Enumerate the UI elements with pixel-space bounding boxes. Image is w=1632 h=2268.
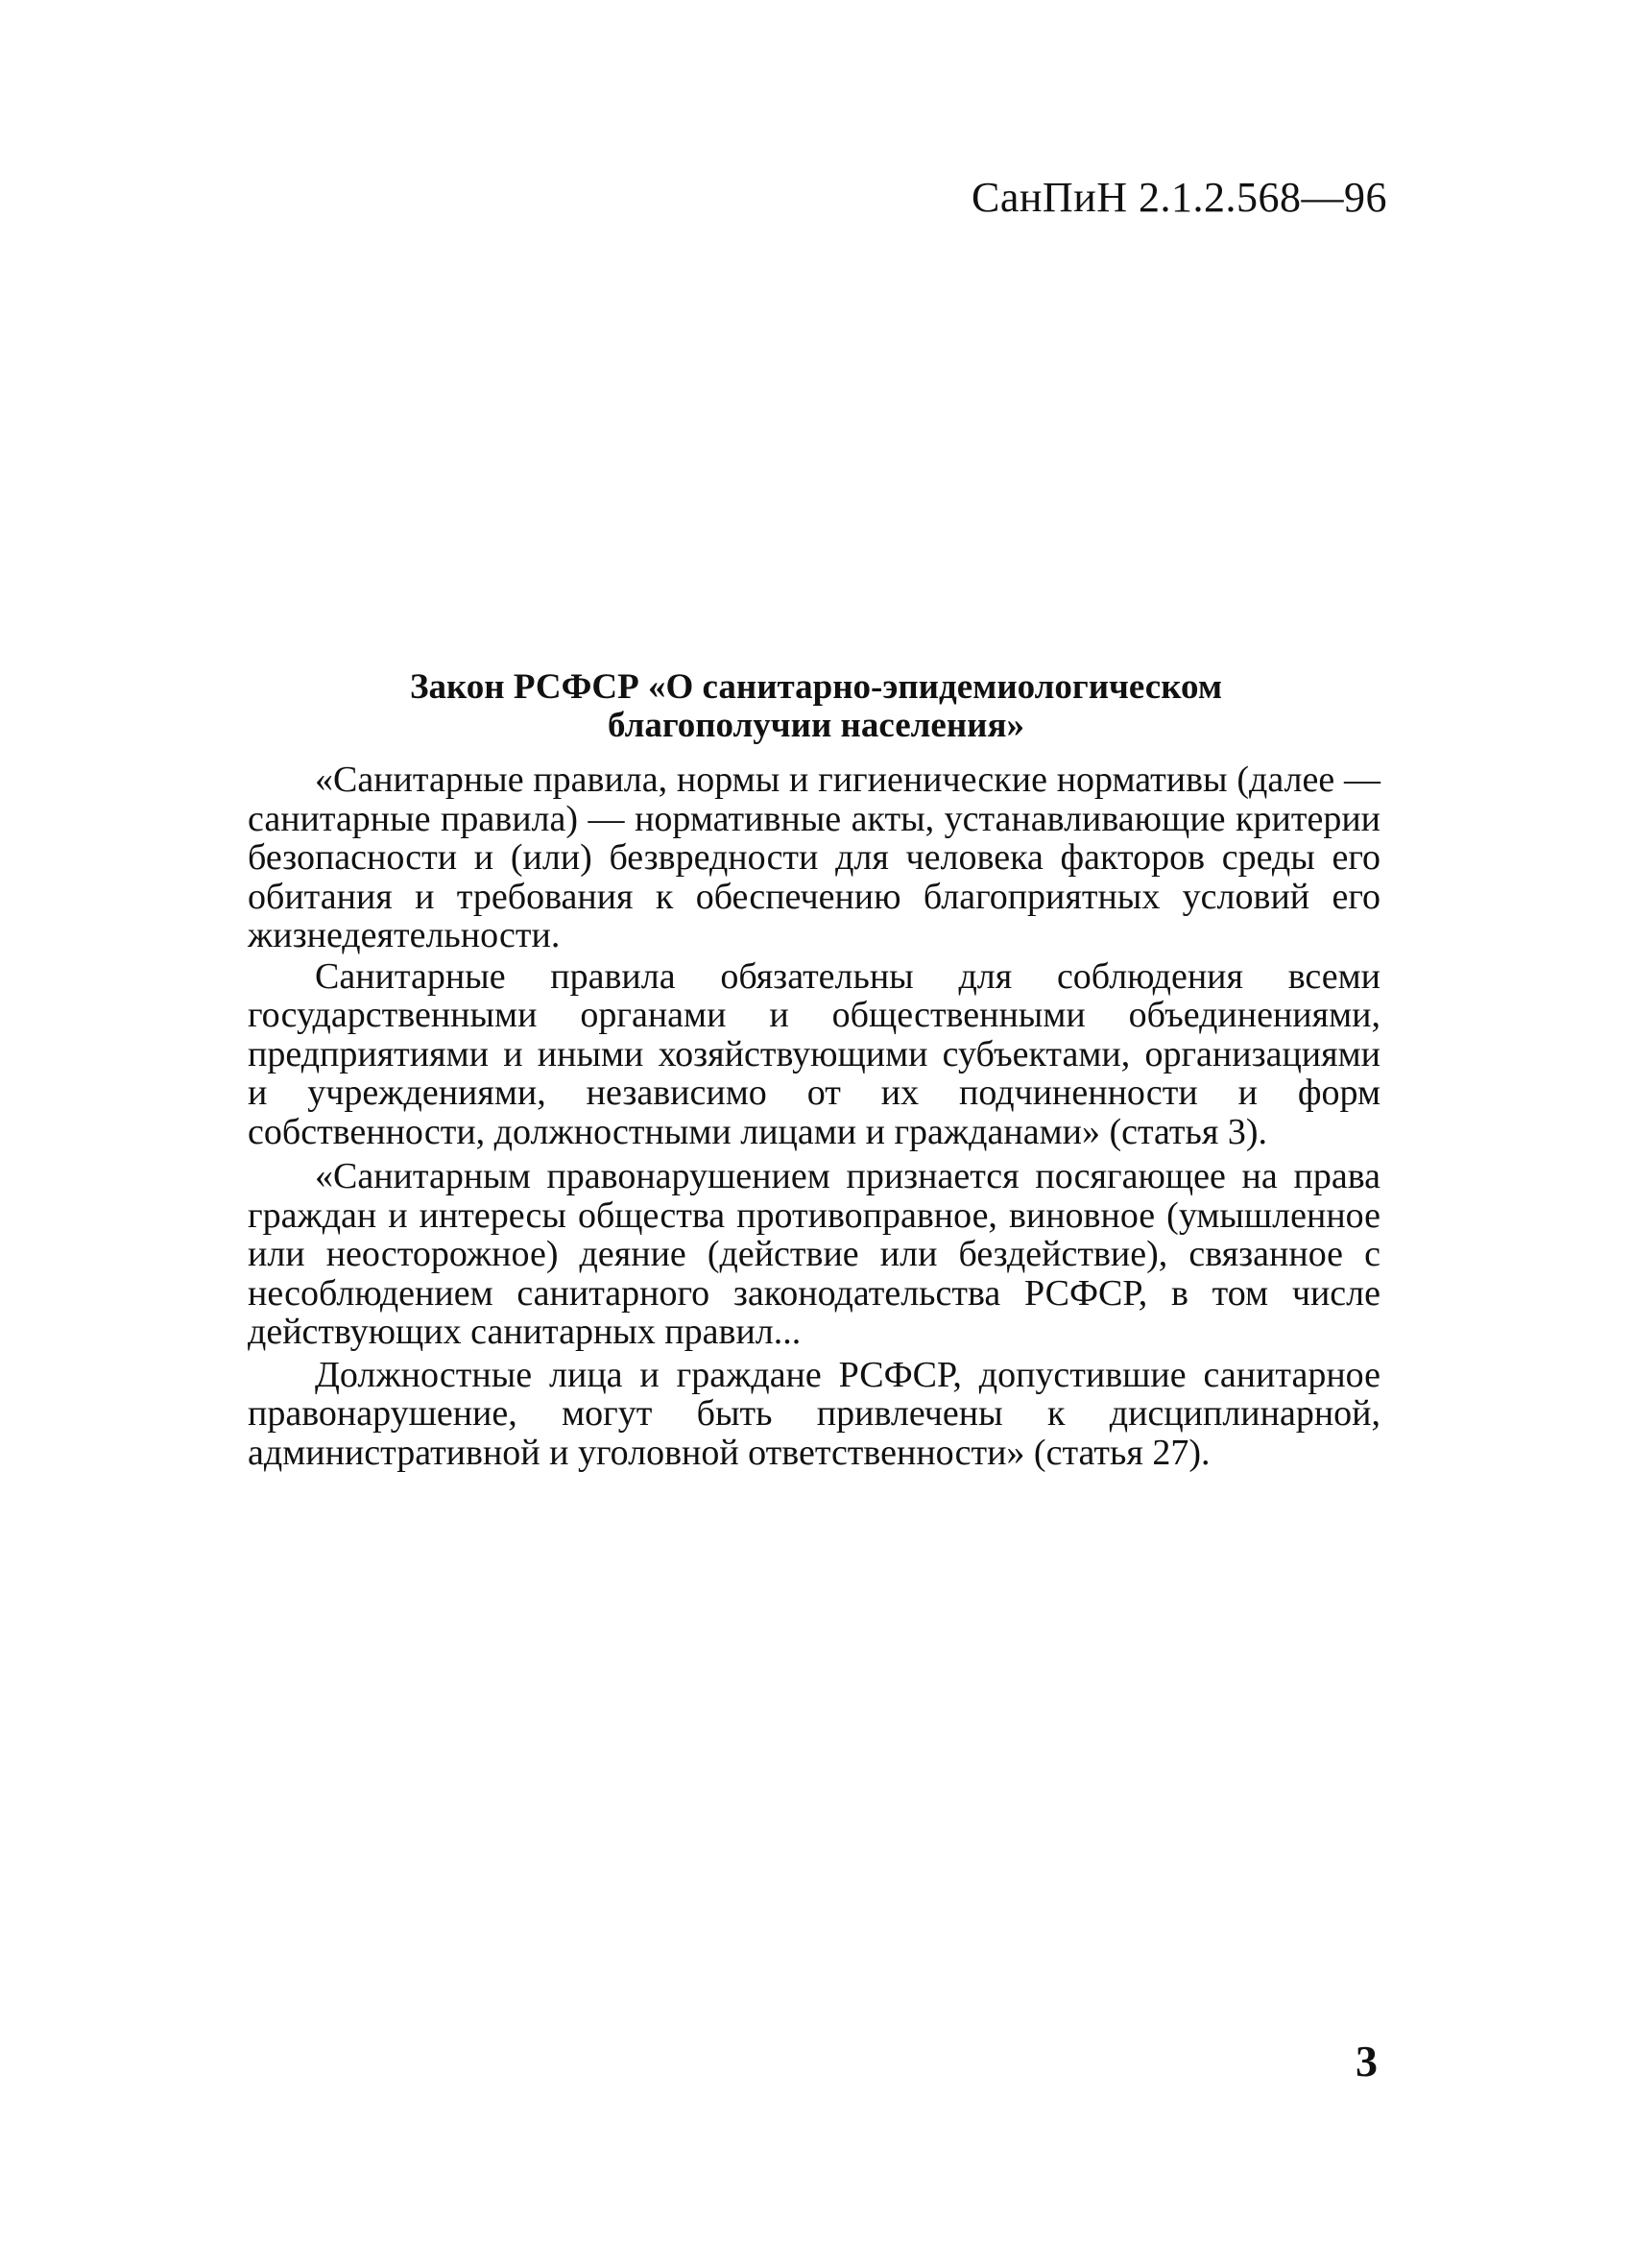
page-number: 3 [1356, 2037, 1378, 2086]
section-heading [250, 668, 1382, 745]
section-heading-line-2: благополучии населения» [607, 706, 1024, 745]
paragraph-definition: «Санитарные правила, нормы и гигиенические нормативы (далее — санитарные правила) — нормативные акты, устанавливающие критерии безопасности и (или) безвредности для человека факторов среды его обитания и требования к обеспечению благоприятных условий его жизнедеятельности. [248, 760, 1380, 955]
document-code: СанПиН 2.1.2.568—96 [972, 174, 1388, 221]
paragraph-violation: «Санитарным правонарушением признается посягающее на права граждан и интересы общества противоправное, виновное (умышленное или неосторожное) деяние (действие или бездействие), связанное с несоблюдением санитарного законодательства РСФСР, в том числе действующих санитарных правил... [248, 1156, 1380, 1352]
law-quote-body [248, 760, 1380, 1472]
section-heading-line-1: Закон РСФСР «О санитарно-эпидемиологическом [409, 667, 1223, 707]
paragraph-liability: Должностные лица и граждане РСФСР, допустившие санитарное правонарушение, могут быть привлечены к дисциплинарной, административной и уголовной ответственности» (статья 27). [248, 1354, 1380, 1473]
paragraph-obligation: Санитарные правила обязательны для соблюдения всеми государственными органами и общественными объединениями, предприятиями и иными хозяйствующими субъектами, организациями и учреждениями, независимо от их подчиненности и форм собственности, должностными лицами и гражданами» (статья 3). [248, 955, 1380, 1152]
